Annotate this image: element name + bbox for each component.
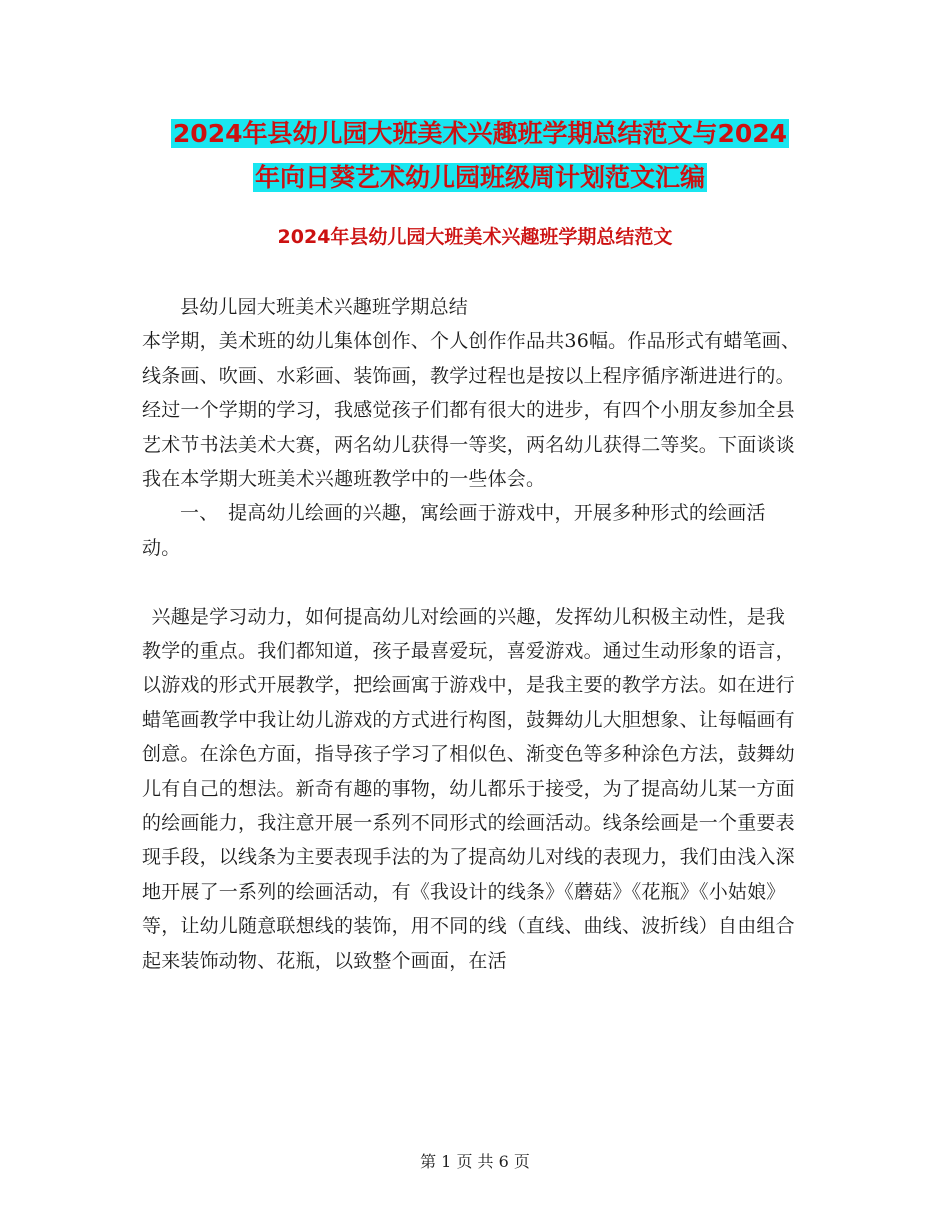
paragraph-intro: 本学期，美术班的幼儿集体创作、个人创作作品共36幅。作品形式有蜡笔画、线条画、吹画、水彩画、装饰画，教学过程也是按以上程序循序渐进进行的。经过一个学期的学习，我感觉孩子们都有很大的进步，有四个小朋友参加全县艺术节书法美术大赛，两名幼儿获得一等奖，两名幼儿获得二等奖。下面谈谈我在本学期大班美术兴趣班教学中的一些体会。 [142,330,801,491]
paragraph-interest: 兴趣是学习动力，如何提高幼儿对绘画的兴趣，发挥幼儿积极主动性，是我教学的重点。我们都知道，孩子最喜爱玩，喜爱游戏。通过生动形象的语言，以游戏的形式开展教学，把绘画寓于游戏中，是我主要的教学方法。如在进行蜡笔画教学中我让幼儿游戏的方式进行构图，鼓舞幼儿大胆想象、让每幅画有创意。在涂色方面，指导孩子学习了相似色、渐变色等多种涂色方法，鼓舞幼儿有自己的想法。新奇有趣的事物，幼儿都乐于接受，为了提高幼儿某一方面的绘画能力，我注意开展一系列不同形式的绘画活动。线条绘画是一个重要表现手段，以线条为主要表现手法的为了提高幼儿对线的表现力，我们由浅入深地开展了一系列的绘画活动，有《我设计的线条》《蘑菇》《花瓶》《小姑娘》等，让幼儿随意联想线的装饰，用不同的线（直线、曲线、波折线）自由组合起来装饰动物、花瓶，以致整个画面，在活 [142,605,795,972]
paragraph-heading-one: 一、 提高幼儿绘画的兴趣，寓绘画于游戏中，开展多种形式的绘画活动。 [142,502,766,559]
section-title: 2024年县幼儿园大班美术兴趣班学期总结范文 [277,226,673,248]
document-title-line1: 2024年县幼儿园大班美术兴趣班学期总结范文与2024 [172,119,788,148]
paragraph-spacer [142,565,802,599]
document-title [140,112,820,200]
document-body [142,290,802,978]
page-footer: 第 1 页 共 6 页 [420,1152,530,1171]
paragraph-subtitle: 县幼儿园大班美术兴趣班学期总结 [180,296,469,318]
document-title-line2: 年向日葵艺术幼儿园班级周计划范文汇编 [254,163,705,192]
